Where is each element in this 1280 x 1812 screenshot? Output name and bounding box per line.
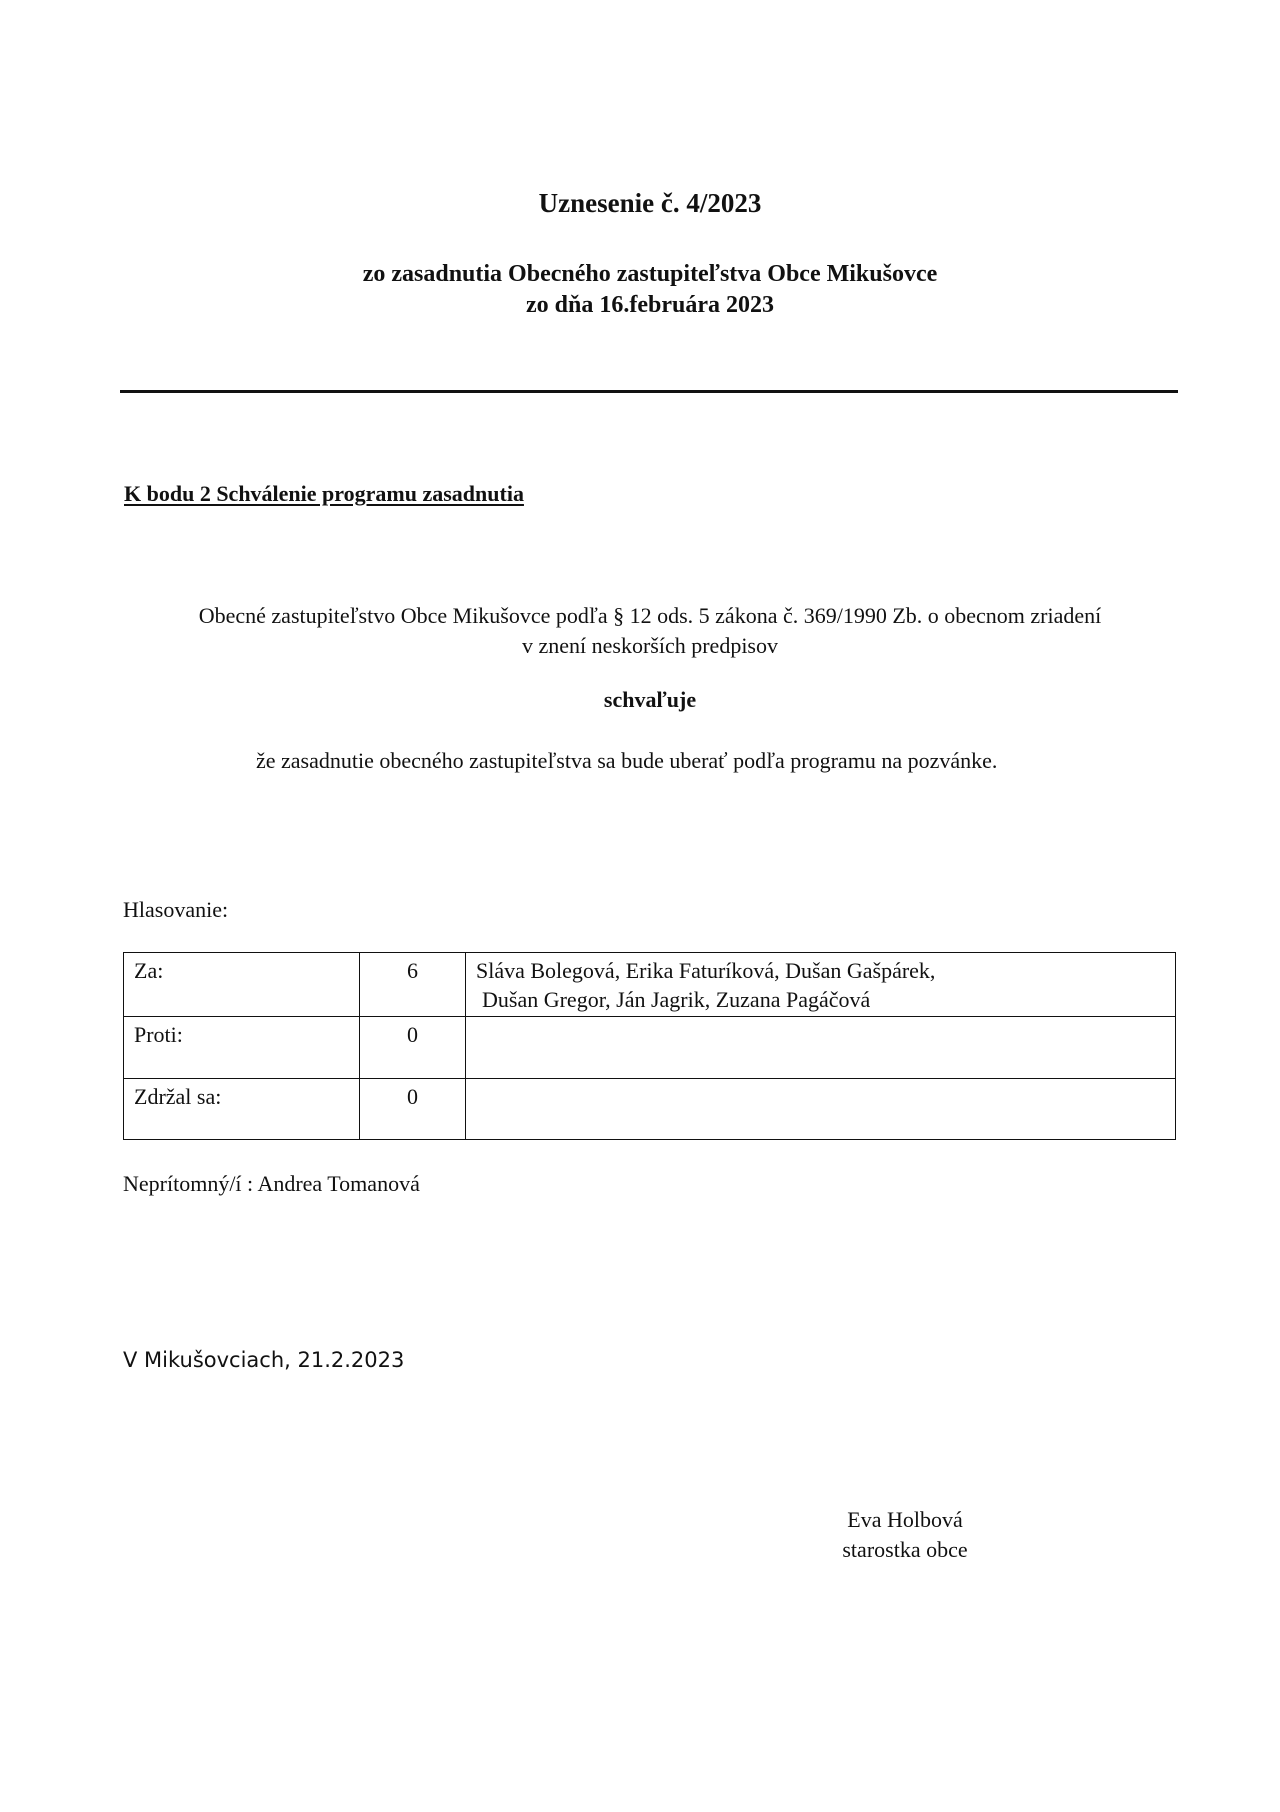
document-subtitle <box>10 259 1280 321</box>
absent-members: Neprítomný/í : Andrea Tomanová <box>123 1171 420 1196</box>
legal-basis <box>120 601 1180 661</box>
legal-basis-line: v znení neskorších predpisov <box>522 633 778 658</box>
vote-label: Za: <box>124 953 360 1017</box>
vote-names <box>466 1079 1176 1140</box>
vote-count: 6 <box>360 953 466 1017</box>
place-date: V Mikušovciach, 21.2.2023 <box>123 1348 405 1372</box>
vote-label: Proti: <box>124 1017 360 1079</box>
table-row-against <box>124 1017 1176 1079</box>
table-row-abstain <box>124 1079 1176 1140</box>
subtitle-line-meeting: zo zasadnutia Obecného zastupiteľstva Obce Mikušovce <box>362 261 938 287</box>
vote-label: Zdržal sa: <box>124 1079 360 1140</box>
vote-names <box>466 1017 1176 1079</box>
vote-names <box>466 953 1176 1017</box>
vote-names-line: Dušan Gregor, Ján Jagrik, Zuzana Pagáčová <box>482 987 871 1012</box>
vote-count: 0 <box>360 1017 466 1079</box>
vote-names-line: Sláva Bolegová, Erika Faturíková, Dušan Gašpárek, <box>476 958 936 983</box>
signer-name: Eva Holbová <box>847 1507 963 1532</box>
legal-basis-line: Obecné zastupiteľstvo Obce Mikušovce podľa § 12 ods. 5 zákona č. 369/1990 Zb. o obecnom zriadení <box>198 603 1102 628</box>
subtitle-line-date: zo dňa 16.februára 2023 <box>526 292 774 318</box>
signature-block <box>825 1505 985 1565</box>
resolution-text: že zasadnutie obecného zastupiteľstva sa bude uberať podľa programu na pozvánke. <box>256 748 998 773</box>
voting-table <box>123 952 1176 1140</box>
approves-heading: schvaľuje <box>603 687 697 712</box>
table-row-for <box>124 953 1176 1017</box>
voting-label: Hlasovanie: <box>123 897 229 922</box>
vote-count: 0 <box>360 1079 466 1140</box>
section-heading: K bodu 2 Schválenie programu zasadnutia <box>124 481 524 506</box>
header-divider <box>120 390 1178 393</box>
document-title: Uznesenie č. 4/2023 <box>538 188 762 218</box>
signer-role: starostka obce <box>842 1537 968 1562</box>
